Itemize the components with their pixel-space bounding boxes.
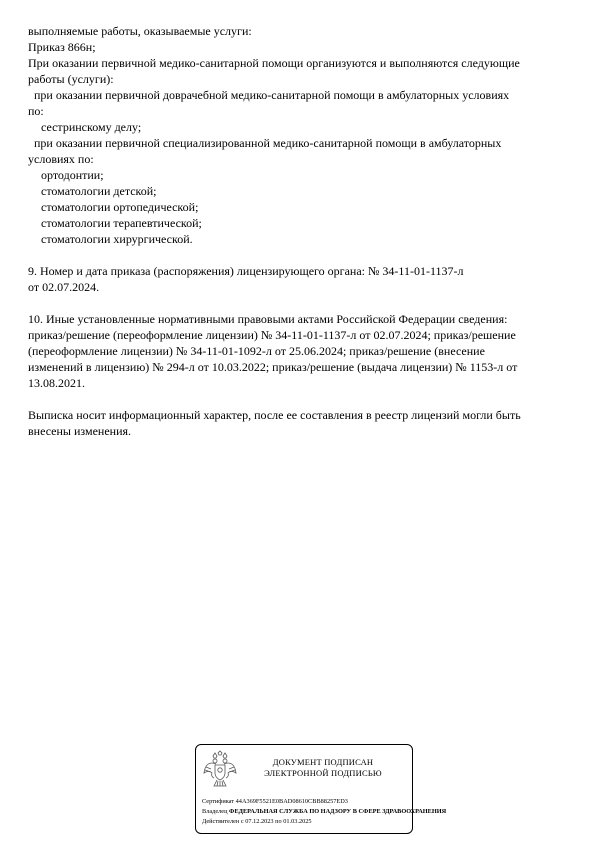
note-line: Выписка носит информационный характер, после ее составления в реестр лицензий могли быть [28, 408, 521, 422]
stamp-title [248, 757, 398, 779]
text-line: стоматологии детской; [41, 184, 157, 198]
text-line: по: [28, 104, 44, 118]
owner-label: Владелец [202, 808, 228, 815]
item9-line: от 02.07.2024. [28, 280, 100, 294]
text-line: при оказании первичной доврачебной медико-санитарной помощи в амбулаторных условиях [34, 88, 510, 102]
certificate-row [202, 797, 446, 807]
note-line: внесены изменения. [28, 424, 132, 438]
text-line: стоматологии хирургической. [41, 232, 193, 246]
paragraph-gap [28, 391, 576, 407]
item9-line: 9. Номер и дата приказа (распоряжения) лицензирующего органа: № 34-11-01-1137-л [28, 264, 464, 278]
russian-coat-of-arms-icon [203, 751, 237, 789]
text-line: стоматологии ортопедической; [41, 200, 199, 214]
item10-line: изменений в лицензию) № 294-л от 10.03.2022; приказ/решение (выдача лицензии) № 1153-л от [28, 360, 518, 374]
text-line: условиях по: [28, 152, 94, 166]
stamp-title-line: ЭЛЕКТРОННОЙ ПОДПИСЬЮ [264, 768, 382, 778]
validity-row: Действителен с 07.12.2023 по 01.03.2025 [202, 818, 312, 825]
item10-line: 10. Иные установленные нормативными правовыми актами Российской Федерации сведения: [28, 312, 508, 326]
owner-row [202, 807, 446, 817]
stamp-title-line: ДОКУМЕНТ ПОДПИСАН [272, 757, 374, 767]
electronic-signature-stamp [195, 744, 447, 834]
certificate-value: 44A369F5521E0BAD08610CBB88257ED3 [235, 798, 348, 805]
paragraph-gap [28, 247, 576, 263]
owner-value: ФЕДЕРАЛЬНАЯ СЛУЖБА ПО НАДЗОРУ В СФЕРЕ ЗДРАВООХРАНЕНИЯ [229, 808, 447, 815]
text-line: стоматологии терапевтической; [41, 216, 202, 230]
item10-line: приказ/решение (переоформление лицензии) № 34-11-01-1137-л от 02.07.2024; приказ/решение [28, 328, 516, 342]
text-line: работы (услуги): [28, 72, 114, 86]
document-body [28, 23, 576, 439]
text-line: сестринскому делу; [41, 120, 142, 134]
item10-line: 13.08.2021. [28, 376, 85, 390]
text-line: выполняемые работы, оказываемые услуги: [28, 24, 252, 38]
item10-line: (переоформление лицензии) № 34-11-01-1092-л от 25.06.2024; приказ/решение (внесение [28, 344, 485, 358]
text-line: При оказании первичной медико-санитарной помощи организуются и выполняются следующие [28, 56, 520, 70]
certificate-label: Сертификат [202, 798, 235, 805]
text-line: ортодонтии; [41, 168, 104, 182]
paragraph-gap [28, 295, 576, 311]
text-line: при оказании первичной специализированной медико-санитарной помощи в амбулаторных [34, 136, 502, 150]
text-line: Приказ 866н; [28, 40, 96, 54]
stamp-details [202, 797, 446, 827]
